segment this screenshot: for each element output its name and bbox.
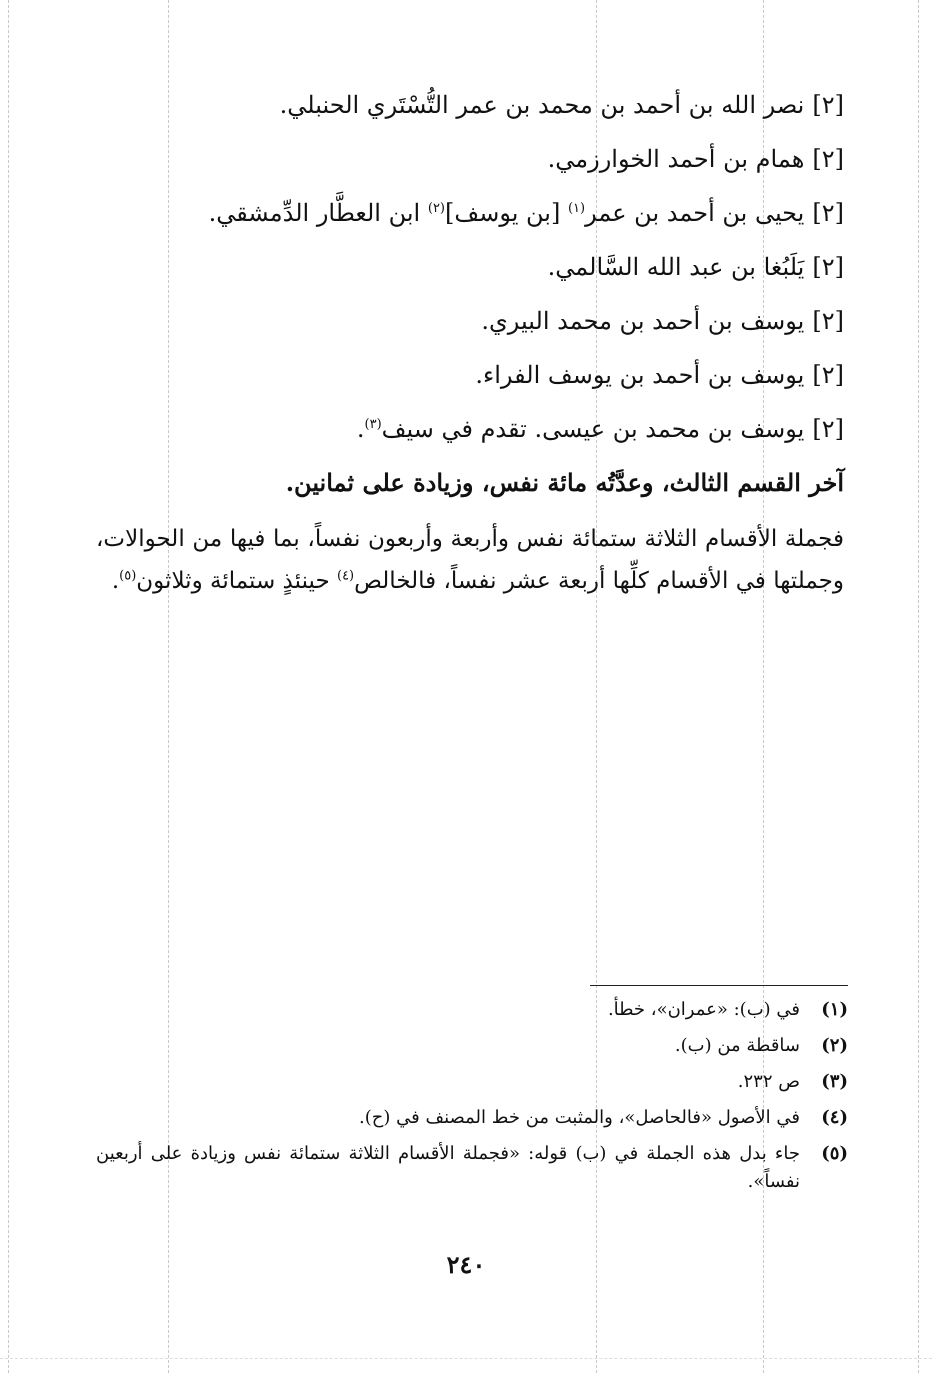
scan-guide-line xyxy=(918,0,919,1373)
footnote-number: (١) xyxy=(821,999,848,1020)
scan-guide-line xyxy=(8,0,9,1373)
page-number: ٢٤٠ xyxy=(446,1250,486,1279)
footnote-ref: (٣) xyxy=(364,417,382,432)
footnote-text: ص ٢٣٢. xyxy=(737,1071,800,1092)
main-text xyxy=(96,78,844,602)
footnote xyxy=(96,1104,848,1132)
paragraph-text: حينئذٍ ستمائة وثلاثون xyxy=(136,568,337,594)
footnote-number: (٤) xyxy=(821,1107,848,1128)
entry-marker: [٢] xyxy=(812,199,844,227)
scan-guide-line xyxy=(0,1358,932,1359)
entry-marker: [٢] xyxy=(812,145,844,173)
entry-text: يَلَبُغا بن عبد الله السَّالمي. xyxy=(547,253,805,281)
entry-marker: [٢] xyxy=(812,415,844,443)
entry-line xyxy=(96,402,844,456)
footnote-ref: (٥) xyxy=(119,568,137,584)
footnote-text: جاء بدل هذه الجملة في (ب) قوله: «فجملة الأقسام الثلاثة ستمائة نفس وزيادة على أربعين نفساً». xyxy=(96,1143,800,1192)
paragraph-text: فجملة الأقسام الثلاثة ستمائة نفس وأربعة وأربعون نفساً، بما فيها من الحوالات، وجملتها في الأقسام كلِّها أربعة عشر نفساً، فالخالص xyxy=(96,526,844,594)
entry-marker: [٢] xyxy=(812,253,844,281)
paragraph-text: . xyxy=(111,568,120,594)
entry-text: يوسف بن أحمد بن محمد البيري. xyxy=(481,307,805,335)
footnote-divider xyxy=(590,985,848,986)
footnote xyxy=(96,996,848,1024)
footnote-text: ساقطة من (ب). xyxy=(674,1035,800,1056)
entry-text: همام بن أحمد الخوارزمي. xyxy=(547,145,805,173)
entry-line xyxy=(96,186,844,240)
entry-marker: [٢] xyxy=(812,307,844,335)
footnote-number: (٢) xyxy=(821,1035,848,1056)
footnotes-section xyxy=(96,985,848,1204)
summary-paragraph xyxy=(96,518,844,602)
footnote-ref: (٢) xyxy=(427,201,445,216)
entry-text: ابن العطَّار الدِّمشقي. xyxy=(208,199,428,227)
entry-line xyxy=(96,294,844,348)
footnote xyxy=(96,1140,848,1196)
entry-marker: [٢] xyxy=(812,91,844,119)
footnote-text: في الأصول «فالحاصل»، والمثبت من خط المصنف في (ح). xyxy=(359,1107,800,1128)
footnote-ref: (١) xyxy=(567,201,586,216)
entry-text: يحيى بن أحمد بن عمر xyxy=(585,199,805,227)
entry-text: يوسف بن أحمد بن يوسف الفراء. xyxy=(475,361,805,389)
section-end-note: آخر القسم الثالث، وعدَّتُه مائة نفس، وزيادة على ثمانين. xyxy=(285,468,844,497)
footnote xyxy=(96,1032,848,1060)
entry-text: يوسف بن محمد بن عيسى. تقدم في سيف xyxy=(381,415,805,443)
entry-line xyxy=(96,132,844,186)
footnote-number: (٣) xyxy=(821,1071,848,1092)
entry-text: نصر الله بن أحمد بن محمد بن عمر التُّسْتَري الحنبلي. xyxy=(279,91,805,119)
entry-line xyxy=(96,240,844,294)
entry-line xyxy=(96,78,844,132)
entry-text: . xyxy=(356,415,365,443)
footnote-number: (٥) xyxy=(821,1143,848,1164)
footnote xyxy=(96,1068,848,1096)
footnote-text: في (ب): «عمران»، خطأ. xyxy=(607,999,800,1020)
entry-marker: [٢] xyxy=(812,361,844,389)
entry-text: [بن يوسف] xyxy=(445,199,568,227)
footnote-ref: (٤) xyxy=(336,568,355,584)
entry-line xyxy=(96,348,844,402)
